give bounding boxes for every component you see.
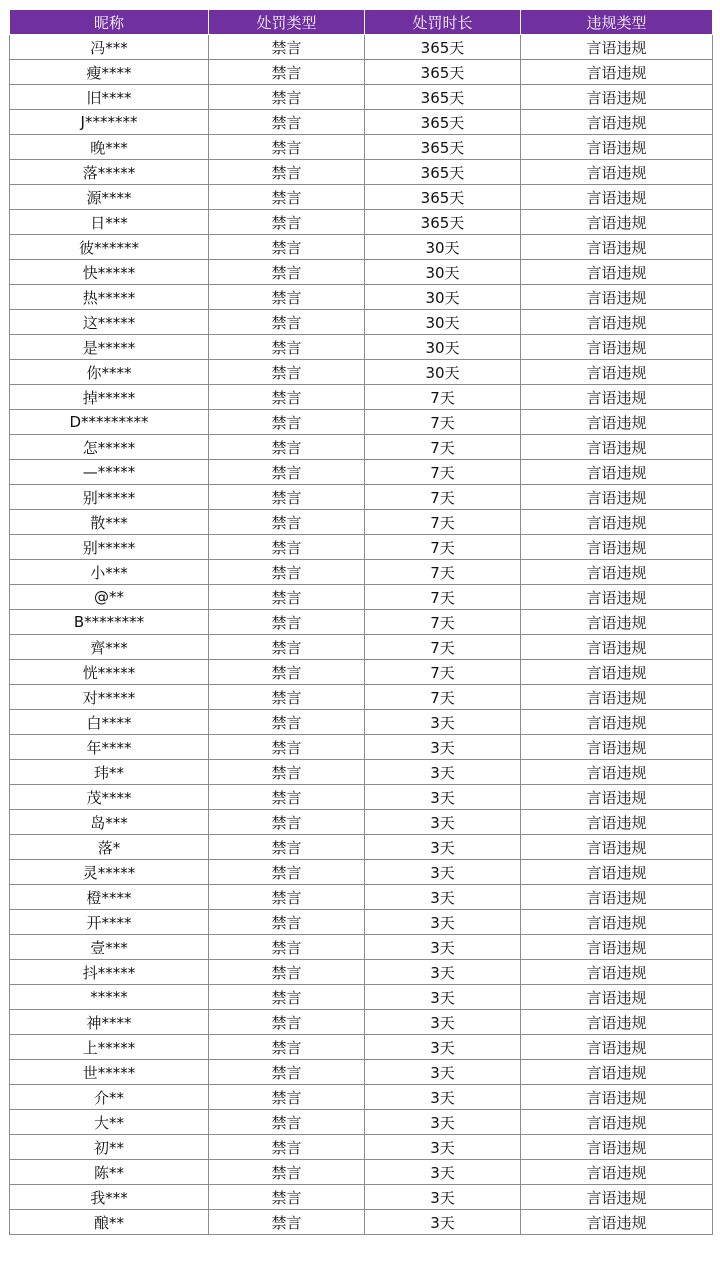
penalty-duration-cell: 3天 — [365, 910, 521, 935]
table-row — [10, 35, 713, 60]
penalty-type-cell: 禁言 — [209, 1210, 365, 1235]
penalty-type-cell: 禁言 — [209, 135, 365, 160]
violation-type-cell: 言语违规 — [521, 1160, 713, 1185]
table-row — [10, 835, 713, 860]
table-row — [10, 135, 713, 160]
violation-type-cell: 言语违规 — [521, 485, 713, 510]
violation-type-cell: 言语违规 — [521, 335, 713, 360]
penalty-type-cell: 禁言 — [209, 935, 365, 960]
penalty-type-cell: 禁言 — [209, 110, 365, 135]
header-penalty-duration: 处罚时长 — [365, 10, 521, 35]
nickname-cell: 散*** — [10, 510, 209, 535]
violation-type-cell: 言语违规 — [521, 685, 713, 710]
nickname-cell: J******* — [10, 110, 209, 135]
table-row — [10, 210, 713, 235]
table-row — [10, 535, 713, 560]
violation-type-cell: 言语违规 — [521, 435, 713, 460]
nickname-cell: 年**** — [10, 735, 209, 760]
penalty-duration-cell: 365天 — [365, 60, 521, 85]
penalty-type-cell: 禁言 — [209, 160, 365, 185]
violation-type-cell: 言语违规 — [521, 1035, 713, 1060]
penalty-type-cell: 禁言 — [209, 35, 365, 60]
violation-type-cell: 言语违规 — [521, 185, 713, 210]
penalty-duration-cell: 30天 — [365, 235, 521, 260]
table-row — [10, 460, 713, 485]
nickname-cell: 你**** — [10, 360, 209, 385]
penalty-duration-cell: 3天 — [365, 960, 521, 985]
penalty-duration-cell: 7天 — [365, 660, 521, 685]
nickname-cell: 白**** — [10, 710, 209, 735]
table-row — [10, 285, 713, 310]
violation-type-cell: 言语违规 — [521, 1010, 713, 1035]
penalty-duration-cell: 7天 — [365, 685, 521, 710]
penalty-type-cell: 禁言 — [209, 910, 365, 935]
violation-type-cell: 言语违规 — [521, 535, 713, 560]
penalty-type-cell: 禁言 — [209, 335, 365, 360]
penalty-duration-cell: 365天 — [365, 35, 521, 60]
table-row — [10, 235, 713, 260]
penalty-type-cell: 禁言 — [209, 260, 365, 285]
penalty-type-cell: 禁言 — [209, 1010, 365, 1035]
table-row — [10, 1160, 713, 1185]
nickname-cell: D********* — [10, 410, 209, 435]
penalty-duration-cell: 7天 — [365, 585, 521, 610]
penalty-duration-cell: 7天 — [365, 485, 521, 510]
violation-type-cell: 言语违规 — [521, 960, 713, 985]
table-row — [10, 435, 713, 460]
table-row — [10, 185, 713, 210]
header-violation-type: 违规类型 — [521, 10, 713, 35]
nickname-cell: 茂**** — [10, 785, 209, 810]
penalty-type-cell: 禁言 — [209, 1060, 365, 1085]
violation-type-cell: 言语违规 — [521, 410, 713, 435]
penalty-type-cell: 禁言 — [209, 735, 365, 760]
penalty-type-cell: 禁言 — [209, 685, 365, 710]
penalty-duration-cell: 3天 — [365, 710, 521, 735]
nickname-cell: B******** — [10, 610, 209, 635]
penalty-type-cell: 禁言 — [209, 185, 365, 210]
violation-type-cell: 言语违规 — [521, 310, 713, 335]
penalty-duration-cell: 3天 — [365, 1160, 521, 1185]
violation-type-cell: 言语违规 — [521, 285, 713, 310]
nickname-cell: 齊*** — [10, 635, 209, 660]
penalty-type-cell: 禁言 — [209, 235, 365, 260]
violation-type-cell: 言语违规 — [521, 235, 713, 260]
penalty-duration-cell: 365天 — [365, 160, 521, 185]
penalty-type-cell: 禁言 — [209, 810, 365, 835]
penalty-type-cell: 禁言 — [209, 1110, 365, 1135]
nickname-cell: 酿** — [10, 1210, 209, 1235]
penalty-type-cell: 禁言 — [209, 310, 365, 335]
violation-type-cell: 言语违规 — [521, 810, 713, 835]
penalty-duration-cell: 7天 — [365, 410, 521, 435]
penalty-type-cell: 禁言 — [209, 210, 365, 235]
violation-type-cell: 言语违规 — [521, 135, 713, 160]
violation-type-cell: 言语违规 — [521, 935, 713, 960]
nickname-cell: 小*** — [10, 560, 209, 585]
penalty-type-cell: 禁言 — [209, 360, 365, 385]
penalty-duration-cell: 3天 — [365, 735, 521, 760]
violation-type-cell: 言语违规 — [521, 260, 713, 285]
violation-type-cell: 言语违规 — [521, 760, 713, 785]
violation-type-cell: 言语违规 — [521, 360, 713, 385]
penalty-type-cell: 禁言 — [209, 760, 365, 785]
penalty-type-cell: 禁言 — [209, 285, 365, 310]
header-nickname: 昵称 — [10, 10, 209, 35]
penalty-duration-cell: 7天 — [365, 635, 521, 660]
penalty-type-cell: 禁言 — [209, 1135, 365, 1160]
penalty-type-cell: 禁言 — [209, 835, 365, 860]
penalty-duration-cell: 3天 — [365, 785, 521, 810]
violation-type-cell: 言语违规 — [521, 1185, 713, 1210]
penalty-type-cell: 禁言 — [209, 585, 365, 610]
penalty-type-cell: 禁言 — [209, 85, 365, 110]
penalty-type-cell: 禁言 — [209, 60, 365, 85]
penalty-type-cell: 禁言 — [209, 560, 365, 585]
violation-type-cell: 言语违规 — [521, 585, 713, 610]
table-row — [10, 760, 713, 785]
penalty-type-cell: 禁言 — [209, 960, 365, 985]
violation-type-cell: 言语违规 — [521, 560, 713, 585]
table-row — [10, 785, 713, 810]
penalty-duration-cell: 7天 — [365, 510, 521, 535]
penalty-duration-cell: 3天 — [365, 1085, 521, 1110]
penalty-type-cell: 禁言 — [209, 460, 365, 485]
table-row — [10, 485, 713, 510]
violation-type-cell: 言语违规 — [521, 1110, 713, 1135]
violation-type-cell: 言语违规 — [521, 385, 713, 410]
penalty-duration-cell: 30天 — [365, 285, 521, 310]
nickname-cell: 冯*** — [10, 35, 209, 60]
nickname-cell: 源**** — [10, 185, 209, 210]
penalty-type-cell: 禁言 — [209, 1085, 365, 1110]
nickname-cell: 日*** — [10, 210, 209, 235]
penalty-duration-cell: 365天 — [365, 210, 521, 235]
nickname-cell: ***** — [10, 985, 209, 1010]
table-row — [10, 260, 713, 285]
penalty-duration-cell: 7天 — [365, 610, 521, 635]
penalty-duration-cell: 3天 — [365, 1010, 521, 1035]
table-row — [10, 810, 713, 835]
nickname-cell: 快***** — [10, 260, 209, 285]
nickname-cell: 壹*** — [10, 935, 209, 960]
table-row — [10, 1085, 713, 1110]
penalty-type-cell: 禁言 — [209, 1160, 365, 1185]
table-row — [10, 160, 713, 185]
table-row — [10, 60, 713, 85]
table-row — [10, 735, 713, 760]
table-row — [10, 310, 713, 335]
penalty-duration-cell: 30天 — [365, 335, 521, 360]
nickname-cell: 岛*** — [10, 810, 209, 835]
penalty-type-cell: 禁言 — [209, 435, 365, 460]
table-row — [10, 560, 713, 585]
table-row — [10, 360, 713, 385]
nickname-cell: 落* — [10, 835, 209, 860]
violation-type-cell: 言语违规 — [521, 610, 713, 635]
penalty-type-cell: 禁言 — [209, 510, 365, 535]
penalty-type-cell: 禁言 — [209, 885, 365, 910]
penalty-duration-cell: 3天 — [365, 1060, 521, 1085]
penalty-duration-cell: 3天 — [365, 860, 521, 885]
violation-type-cell: 言语违规 — [521, 60, 713, 85]
nickname-cell: 热***** — [10, 285, 209, 310]
penalty-type-cell: 禁言 — [209, 660, 365, 685]
table-row — [10, 1110, 713, 1135]
table-row — [10, 85, 713, 110]
nickname-cell: 是***** — [10, 335, 209, 360]
nickname-cell: 灵***** — [10, 860, 209, 885]
violation-type-cell: 言语违规 — [521, 110, 713, 135]
nickname-cell: @** — [10, 585, 209, 610]
violation-type-cell: 言语违规 — [521, 510, 713, 535]
nickname-cell: —***** — [10, 460, 209, 485]
nickname-cell: 对***** — [10, 685, 209, 710]
penalty-duration-cell: 3天 — [365, 810, 521, 835]
penalty-duration-cell: 3天 — [365, 1135, 521, 1160]
table-row — [10, 410, 713, 435]
table-row — [10, 510, 713, 535]
penalty-duration-cell: 3天 — [365, 1035, 521, 1060]
violation-type-cell: 言语违规 — [521, 1060, 713, 1085]
penalty-duration-cell: 7天 — [365, 460, 521, 485]
table-row — [10, 935, 713, 960]
penalty-type-cell: 禁言 — [209, 410, 365, 435]
penalty-duration-cell: 365天 — [365, 110, 521, 135]
violation-type-cell: 言语违规 — [521, 910, 713, 935]
table-row — [10, 1210, 713, 1235]
penalty-duration-cell: 30天 — [365, 310, 521, 335]
nickname-cell: 我*** — [10, 1185, 209, 1210]
penalty-type-cell: 禁言 — [209, 785, 365, 810]
table-row — [10, 610, 713, 635]
table-row — [10, 385, 713, 410]
penalty-type-cell: 禁言 — [209, 485, 365, 510]
table-header-row — [10, 10, 713, 35]
penalty-duration-cell: 30天 — [365, 360, 521, 385]
penalty-duration-cell: 3天 — [365, 1110, 521, 1135]
penalty-type-cell: 禁言 — [209, 535, 365, 560]
nickname-cell: 晚*** — [10, 135, 209, 160]
table-row — [10, 960, 713, 985]
nickname-cell: 别***** — [10, 535, 209, 560]
violation-type-cell: 言语违规 — [521, 85, 713, 110]
violation-type-cell: 言语违规 — [521, 735, 713, 760]
violation-type-cell: 言语违规 — [521, 210, 713, 235]
violation-type-cell: 言语违规 — [521, 985, 713, 1010]
nickname-cell: 神**** — [10, 1010, 209, 1035]
penalty-type-cell: 禁言 — [209, 860, 365, 885]
penalty-duration-cell: 30天 — [365, 260, 521, 285]
table-row — [10, 1185, 713, 1210]
violation-type-cell: 言语违规 — [521, 635, 713, 660]
penalty-duration-cell: 365天 — [365, 185, 521, 210]
nickname-cell: 怎***** — [10, 435, 209, 460]
violation-type-cell: 言语违规 — [521, 835, 713, 860]
penalty-type-cell: 禁言 — [209, 635, 365, 660]
penalty-duration-cell: 7天 — [365, 535, 521, 560]
table-row — [10, 335, 713, 360]
penalty-type-cell: 禁言 — [209, 385, 365, 410]
table-row — [10, 1060, 713, 1085]
violation-type-cell: 言语违规 — [521, 660, 713, 685]
penalty-duration-cell: 7天 — [365, 435, 521, 460]
nickname-cell: 陈** — [10, 1160, 209, 1185]
nickname-cell: 初** — [10, 1135, 209, 1160]
table-row — [10, 585, 713, 610]
nickname-cell: 开**** — [10, 910, 209, 935]
penalty-table-container — [9, 9, 712, 1235]
nickname-cell: 橙**** — [10, 885, 209, 910]
violation-type-cell: 言语违规 — [521, 35, 713, 60]
table-row — [10, 1135, 713, 1160]
nickname-cell: 这***** — [10, 310, 209, 335]
table-row — [10, 1010, 713, 1035]
table-row — [10, 110, 713, 135]
nickname-cell: 恍***** — [10, 660, 209, 685]
nickname-cell: 大** — [10, 1110, 209, 1135]
nickname-cell: 旧**** — [10, 85, 209, 110]
table-row — [10, 860, 713, 885]
violation-type-cell: 言语违规 — [521, 460, 713, 485]
nickname-cell: 别***** — [10, 485, 209, 510]
violation-type-cell: 言语违规 — [521, 885, 713, 910]
nickname-cell: 上***** — [10, 1035, 209, 1060]
nickname-cell: 抖***** — [10, 960, 209, 985]
violation-type-cell: 言语违规 — [521, 1210, 713, 1235]
table-row — [10, 685, 713, 710]
penalty-duration-cell: 3天 — [365, 885, 521, 910]
nickname-cell: 玮** — [10, 760, 209, 785]
penalty-duration-cell: 3天 — [365, 1210, 521, 1235]
penalty-table — [9, 9, 713, 1235]
table-row — [10, 985, 713, 1010]
penalty-duration-cell: 3天 — [365, 760, 521, 785]
penalty-type-cell: 禁言 — [209, 1035, 365, 1060]
table-row — [10, 1035, 713, 1060]
penalty-type-cell: 禁言 — [209, 710, 365, 735]
penalty-type-cell: 禁言 — [209, 1185, 365, 1210]
header-penalty-type: 处罚类型 — [209, 10, 365, 35]
nickname-cell: 介** — [10, 1085, 209, 1110]
penalty-duration-cell: 3天 — [365, 985, 521, 1010]
nickname-cell: 世***** — [10, 1060, 209, 1085]
nickname-cell: 掉***** — [10, 385, 209, 410]
penalty-type-cell: 禁言 — [209, 610, 365, 635]
violation-type-cell: 言语违规 — [521, 160, 713, 185]
penalty-duration-cell: 3天 — [365, 1185, 521, 1210]
table-row — [10, 635, 713, 660]
table-body — [10, 35, 713, 1235]
nickname-cell: 落***** — [10, 160, 209, 185]
table-row — [10, 710, 713, 735]
violation-type-cell: 言语违规 — [521, 1135, 713, 1160]
penalty-duration-cell: 3天 — [365, 835, 521, 860]
penalty-duration-cell: 7天 — [365, 560, 521, 585]
nickname-cell: 瘦**** — [10, 60, 209, 85]
penalty-duration-cell: 365天 — [365, 135, 521, 160]
penalty-duration-cell: 3天 — [365, 935, 521, 960]
nickname-cell: 彼****** — [10, 235, 209, 260]
table-row — [10, 660, 713, 685]
violation-type-cell: 言语违规 — [521, 860, 713, 885]
violation-type-cell: 言语违规 — [521, 710, 713, 735]
table-row — [10, 885, 713, 910]
penalty-duration-cell: 7天 — [365, 385, 521, 410]
violation-type-cell: 言语违规 — [521, 785, 713, 810]
violation-type-cell: 言语违规 — [521, 1085, 713, 1110]
table-row — [10, 910, 713, 935]
penalty-type-cell: 禁言 — [209, 985, 365, 1010]
penalty-duration-cell: 365天 — [365, 85, 521, 110]
